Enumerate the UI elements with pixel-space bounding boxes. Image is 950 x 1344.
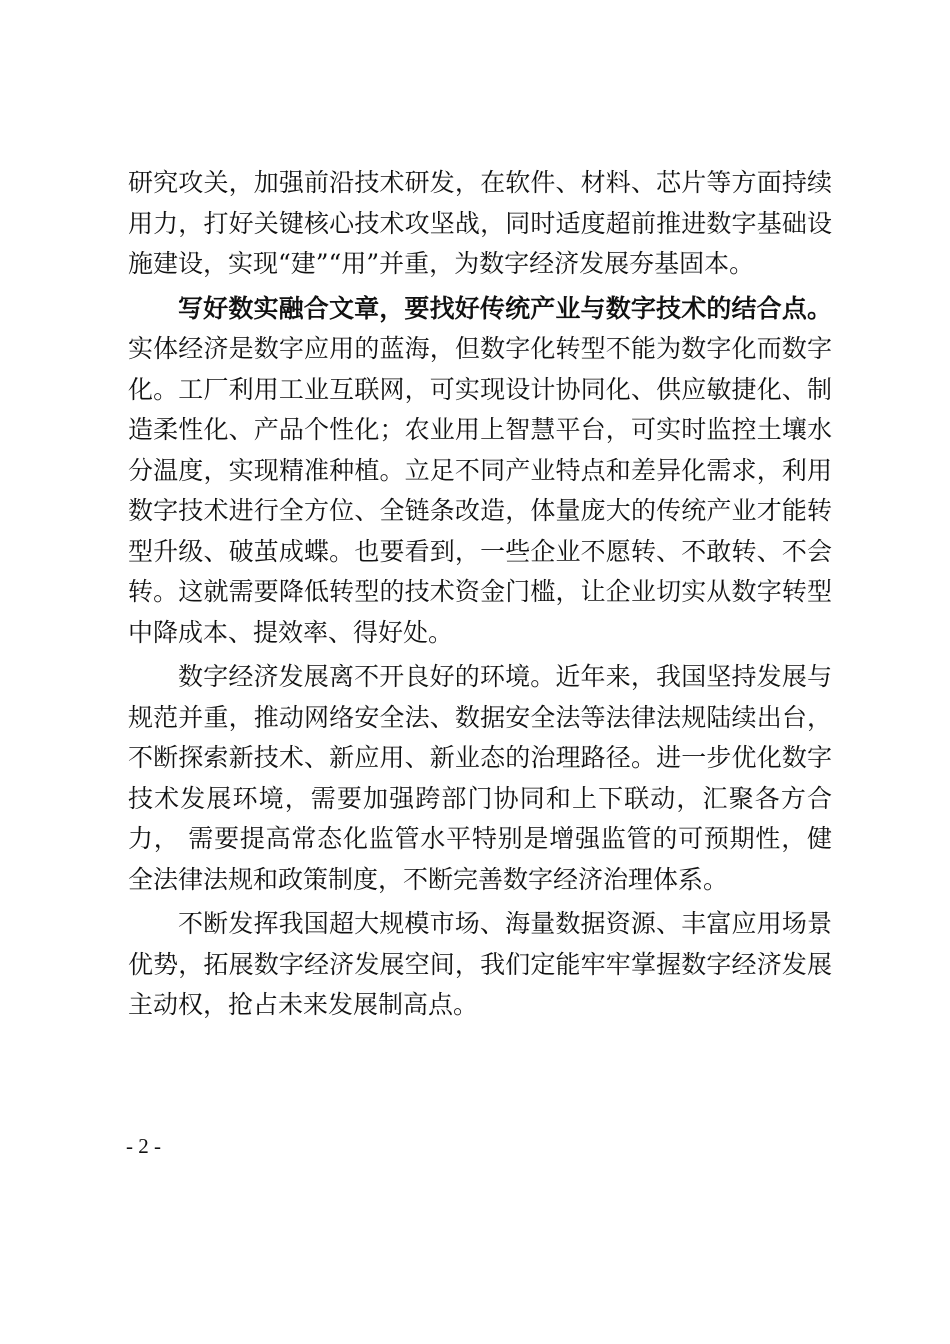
paragraph-text: 实体经济是数字应用的蓝海，但数字化转型不能为数字化而数字化。工厂利用工业互联网，可实现设计协同化、供应敏捷化、制造柔性化、产品个性化；农业用上智慧平台，可实时监控土壤水分温度，实现精准种植。立足不同产业特点和差异化需求，利用数字技术进行全方位、全链条改造，体量庞大的传统产业才能转型升级、破茧成蝶。也要看到，一些企业不愿转、不敢转、不会转。这就需要降低转型的技术资金门槛，让企业切实从数字转型中降成本、提效率、得好处。 <box>128 334 832 647</box>
page-number: - 2 - <box>126 1134 161 1158</box>
paragraph-continuation <box>128 163 832 285</box>
paragraph-text: 数字经济发展离不开良好的环境。近年来，我国坚持发展与规范并重，推动网络安全法、数据安全法等法律法规陆续出台，不断探索新技术、新应用、新业态的治理路径。进一步优化数字技术发展环境，需要加强跨部门协同和上下联动，汇聚各方合力， 需要提高常态化监管水平特别是增强监管的可预期性，健全法律法规和政策制度，不断完善数字经济治理体系。 <box>128 662 832 894</box>
paragraph-digital-real-integration <box>128 289 832 654</box>
paragraph-text: 不断发挥我国超大规模市场、海量数据资源、丰富应用场景优势，拓展数字经济发展空间，我们定能牢牢掌握数字经济发展主动权，抢占未来发展制高点。 <box>128 909 832 1019</box>
document-body <box>128 163 832 1030</box>
paragraph-text: 研究攻关，加强前沿技术研发，在软件、材料、芯片等方面持续用力，打好关键核心技术攻坚战，同时适度超前推进数字基础设施建设，实现“建”“用”并重，为数字经济发展夯基固本。 <box>128 168 832 278</box>
paragraph-conclusion <box>128 904 832 1026</box>
paragraph-lead-sentence: 写好数实融合文章，要找好传统产业与数字技术的结合点。 <box>178 293 832 323</box>
paragraph-environment <box>128 657 832 900</box>
